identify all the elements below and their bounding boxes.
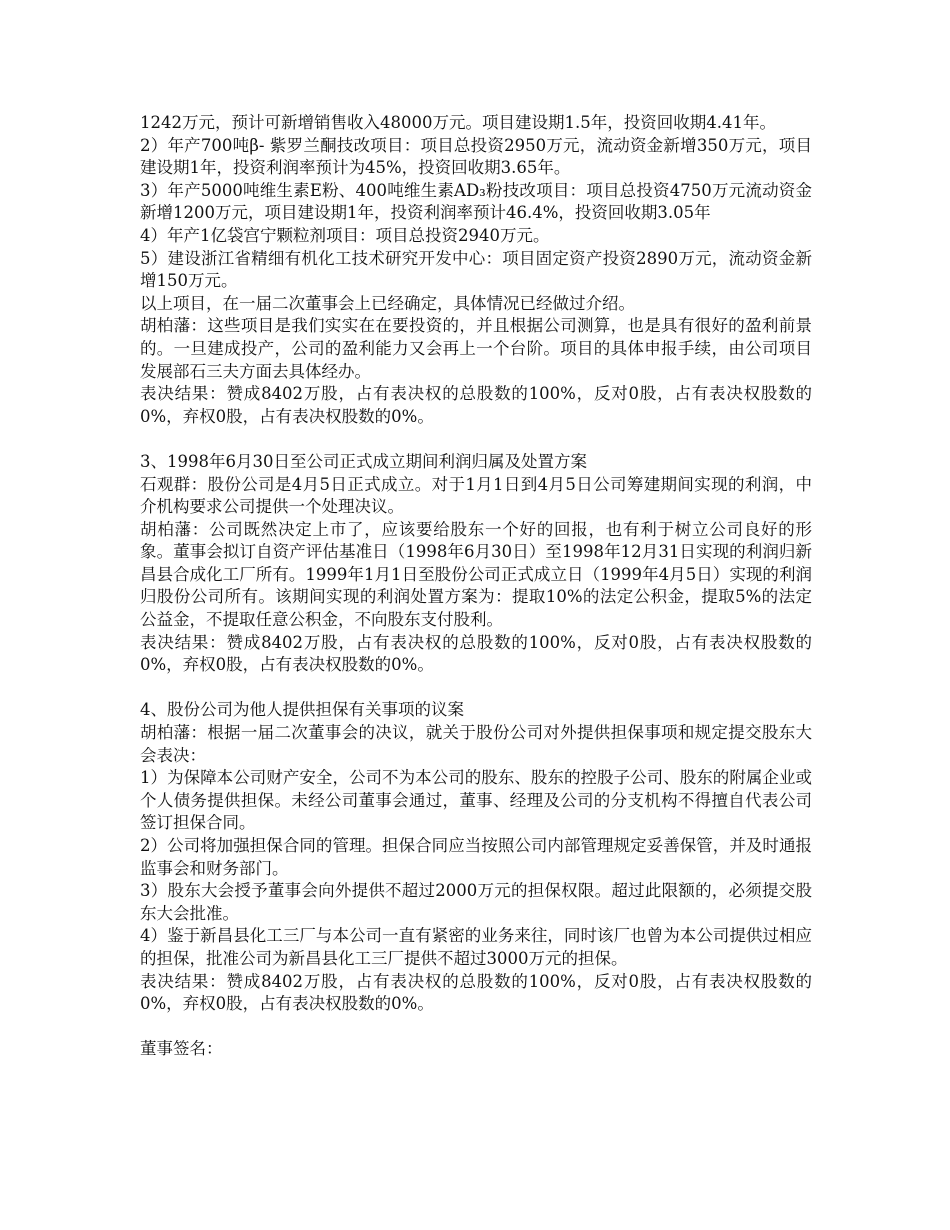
section-heading-3: 3、1998年6月30日至公司正式成立期间利润归属及处置方案: [140, 451, 587, 471]
paragraph-hu-statement-1: 胡柏藩：这些项目是我们实实在在要投资的，并且根据公司测算，也是具有很好的盈利前景的。一旦建成投产，公司的盈利能力又会再上一个台阶。项目的具体申报手续，由公司项目发展部石三夫方面去具体经办。: [140, 316, 812, 381]
paragraph-vote-result-1: 表决结果：赞成8402万股，占有表决权的总股数的100%，反对0股，占有表决权股数的0%，弃权0股，占有表决权股数的0%。: [140, 384, 812, 426]
paragraph-vote-result-2: 表决结果：赞成8402万股，占有表决权的总股数的100%，反对0股，占有表决权股数的0%，弃权0股，占有表决权股数的0%。: [140, 632, 812, 675]
paragraph-project-2: 2）年产700吨β- 紫罗兰酮技改项目：项目总投资2950万元，流动资金新增350万元，项目建设期1年，投资利润率预计为45%，投资回收期3.65年。: [140, 135, 812, 178]
paragraph-shi-statement: 石观群：股份公司是4月5日正式成立。对于1月1日到4月5日公司筹建期间实现的利润，中介机构要求公司提供一个处理决议。: [140, 474, 812, 517]
paragraph-guarantee-2: 2）公司将加强担保合同的管理。担保合同应当按照公司内部管理规定妥善保管，并及时通报监事会和财务部门。: [140, 836, 812, 878]
section-heading-4: 4、股份公司为他人提供担保有关事项的议案: [140, 700, 464, 720]
blank-line: [140, 1016, 812, 1039]
paragraph-project-4: 4）年产1亿袋宫宁颗粒剂项目：项目总投资2940万元。: [140, 225, 550, 245]
paragraph-vote-result-3: 表决结果：赞成8402万股，占有表决权的总股数的100%，反对0股，占有表决权股数的0%，弃权0股，占有表决权股数的0%。: [140, 971, 812, 1014]
paragraph-project-1-continued: 1242万元，预计可新增销售收入48000万元。项目建设期1.5年，投资回收期4.41年。: [140, 113, 776, 132]
document-body: [140, 112, 812, 1061]
paragraph-guarantee-1: 1）为保障本公司财产安全，公司不为本公司的股东、股东的控股子公司、股东的附属企业或个人债务提供担保。未经公司董事会通过，董事、经理及公司的分支机构不得擅自代表公司签订担保合同。: [140, 768, 812, 833]
blank-line: [140, 677, 812, 700]
paragraph-guarantee-3: 3）股东大会授予董事会向外提供不超过2000万元的担保权限。超过此限额的，必须提交股东大会批准。: [140, 881, 812, 923]
paragraph-summary: 以上项目，在一届二次董事会上已经确定，具体情况已经做过介绍。: [140, 293, 635, 313]
paragraph-guarantee-4: 4）鉴于新昌县化工三厂与本公司一直有紧密的业务来往，同时该厂也曾为本公司提供过相应的担保，批准公司为新昌县化工三厂提供不超过3000万元的担保。: [140, 926, 812, 968]
signature-label: 董事签名：: [140, 1039, 223, 1059]
paragraph-project-3: 3）年产5000吨维生素E粉、400吨维生素AD₃粉技改项目：项目总投资4750万元流动资金新增1200万元，项目建设期1年，投资利润率预计46.4%，投资回收期3.05年: [140, 180, 812, 223]
blank-line: [140, 428, 812, 451]
paragraph-hu-statement-2: 胡柏藩：公司既然决定上市了，应该要给股东一个好的回报，也有利于树立公司良好的形象。董事会拟订自资产评估基准日（1998年6月30日）至1998年12月31日实现的利润归新昌县合成化工厂所有。1999年1月1日至股份公司正式成立日（1999年4月5日）实现的利润归股份公司所有。该期间实现的利润处置方案为：提取10%的法定公积金，提取5%的法定公益金，不提取任意公积金，不向股东支付股利。: [140, 519, 812, 630]
paragraph-hu-statement-3: 胡柏藩：根据一届二次董事会的决议，就关于股份公司对外提供担保事项和规定提交股东大会表决：: [140, 723, 812, 765]
paragraph-project-5: 5）建设浙江省精细有机化工技术研究开发中心：项目固定资产投资2890万元，流动资金新增150万元。: [140, 248, 812, 291]
